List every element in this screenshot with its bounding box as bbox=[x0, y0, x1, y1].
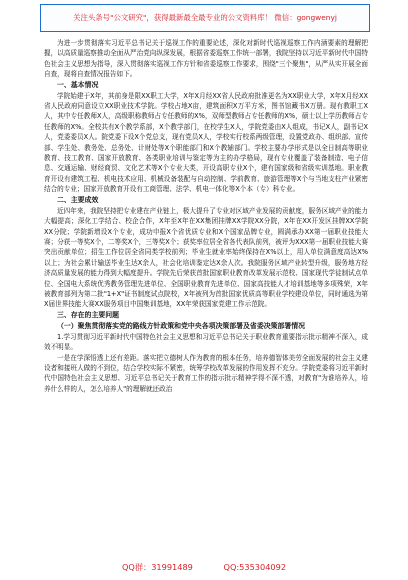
footer-qq-group: QQ群：31991489 bbox=[121, 562, 193, 572]
subsection-heading-1: （一）聚焦贯彻落实党的路线方针政策和党中央各项决策部署及省委决策部署情况 bbox=[57, 321, 306, 330]
problem-detail-paragraph: 一是在学深悟透上还有差距。落实把立德树人作为教育的根本任务，培养德智体美劳全面发展的社会主义建设者和接班人做的不到位，结合学校实际不紧密，统筹学校改革发展的作用发挥不充分。学院党委将习近平新时代中国特色社会主义思想、习近平总书记关于教育工作的指示批示精神学得不深不透，对教育"为谁培养人，培养什么样的人，怎么培养人"的理解就还政治 bbox=[44, 353, 368, 393]
section-heading-problems: 三、存在的主要问题 bbox=[57, 310, 120, 319]
section-heading-results: 二、主要成效 bbox=[57, 195, 99, 204]
intro-paragraph: 为进一步贯彻落实习近平总书记关于巡视工作的重要论述，深化对新时代巡视巡察工作内涵要素的理解把握，以高质量巡察推动全面从严治党向纵深发展，根据省委巡察工作统一部署，我院坚持以习近平新时代中国特色社会主义思想为指导，深入贯彻落实巡视工作方针和省委巡察工作要求，围绕"三个聚焦"，从严从实开展全面自查，现将自查情况报告如下。 bbox=[44, 39, 368, 79]
footer-qq: QQ:535304092 bbox=[223, 562, 287, 572]
header-banner bbox=[40, 4, 370, 32]
problem-item-1: 1.学习贯彻习近平新时代中国特色社会主义思想和习近平总书记关于职业教育重要指示批示精神不深入，成效不明显。 bbox=[44, 332, 368, 352]
basic-info-paragraph: 学院始建于X年，其前身是限XX职工大学，X年X月经XX省人民政府批准更名为XX职业大学，X年X月经XX省人民政府同意设立XX职业技术学院。学校占地X亩，建筑面积X万平方米，图书馆藏书X万册。现有教职工X人，其中专任教师X人，高级职称教师占专任教师的X%，双师型教师占专任教师的X%，硕士以上学历教师占专任教师的X%。全校共有X个教学系部，X个教学部门，在校学生X人，学院党委由X人组成，书记X人，副书记X人，党委委员X人。院党委下设X个党总支，现有党员X人，学校实行校系两级管理，设置党政办、组织部、宣传部、学生处、教务处、总务处、计财处等X个职能部门和X个教辅部门。学校主要办学形式是以全日制高等职业教育、技工教育、国家开放教育、各类职业培训与鉴定等为主的办学格局，现有专业覆盖了装备制造、电子信息、交通运输、财经商贸、文化艺术等X个专业大类，开设高职专业X个，建有国家级和省级实训基地。职业教育开设有建筑工程、机电技术应用、机械设备装配与自动控制、学前教育、旅游管理等X个与当地支柱产业紧密结合的专业；国家开放教育开设有工商管理、法学、机电一体化等X个本（专）科专业。 bbox=[44, 91, 368, 194]
footer-contact bbox=[0, 562, 408, 573]
document-body bbox=[44, 38, 368, 394]
section-heading-basic: 一、基本情况 bbox=[57, 80, 99, 89]
results-paragraph: 近四年来，我院坚持把专业建在产业链上，极大提升了专业对区域产业发展的贡献度，服务区域产业的能力大幅提高；深化工学结合、校企合作，X年至X年在XX集团挂牌XX学院XX分院，X年在XX开发区挂牌XX学院XX分院；学院新增设X个专业，成功申报X个省优质专业和X个国家品牌专业，圆满承办XX第一届职业技能大赛；分获一等奖X个，二等奖X个，三等奖X个；获奖率位居全省各代表队前列，被评为XXX第一届职业技能大赛突出贡献单位；招生工作位居全省同类学校前列；毕业生就业率始终保持在X%以上，用人单位满意度高达X%以上；为社会累计输送毕业生达X余人，社会化培训鉴定达X余人次。我院服务区域产业转型升级，服务地方经济高质量发展的能力得到大幅度提升。学院先后荣获首批国家职业教育改革发展示范校、国家现代学徒制试点单位、全国电大系统优秀教务管理先进单位、全国职业教育先进单位、国家高技能人才培训基地等多项殊荣，X年被教育部列为第二批"1+X"证书制度试点院校，X年被列为首批国家优质高等职业学校建设单位，同时通选为第X届世界技能大赛XX服务项目中国集训基地，XX年荣获国家党建工作示范院。 bbox=[44, 206, 368, 309]
banner-text: 关注头条号"公文研究"，获得最新最全最专业的公文资料库！ 微信：gongwenyj bbox=[73, 13, 337, 22]
